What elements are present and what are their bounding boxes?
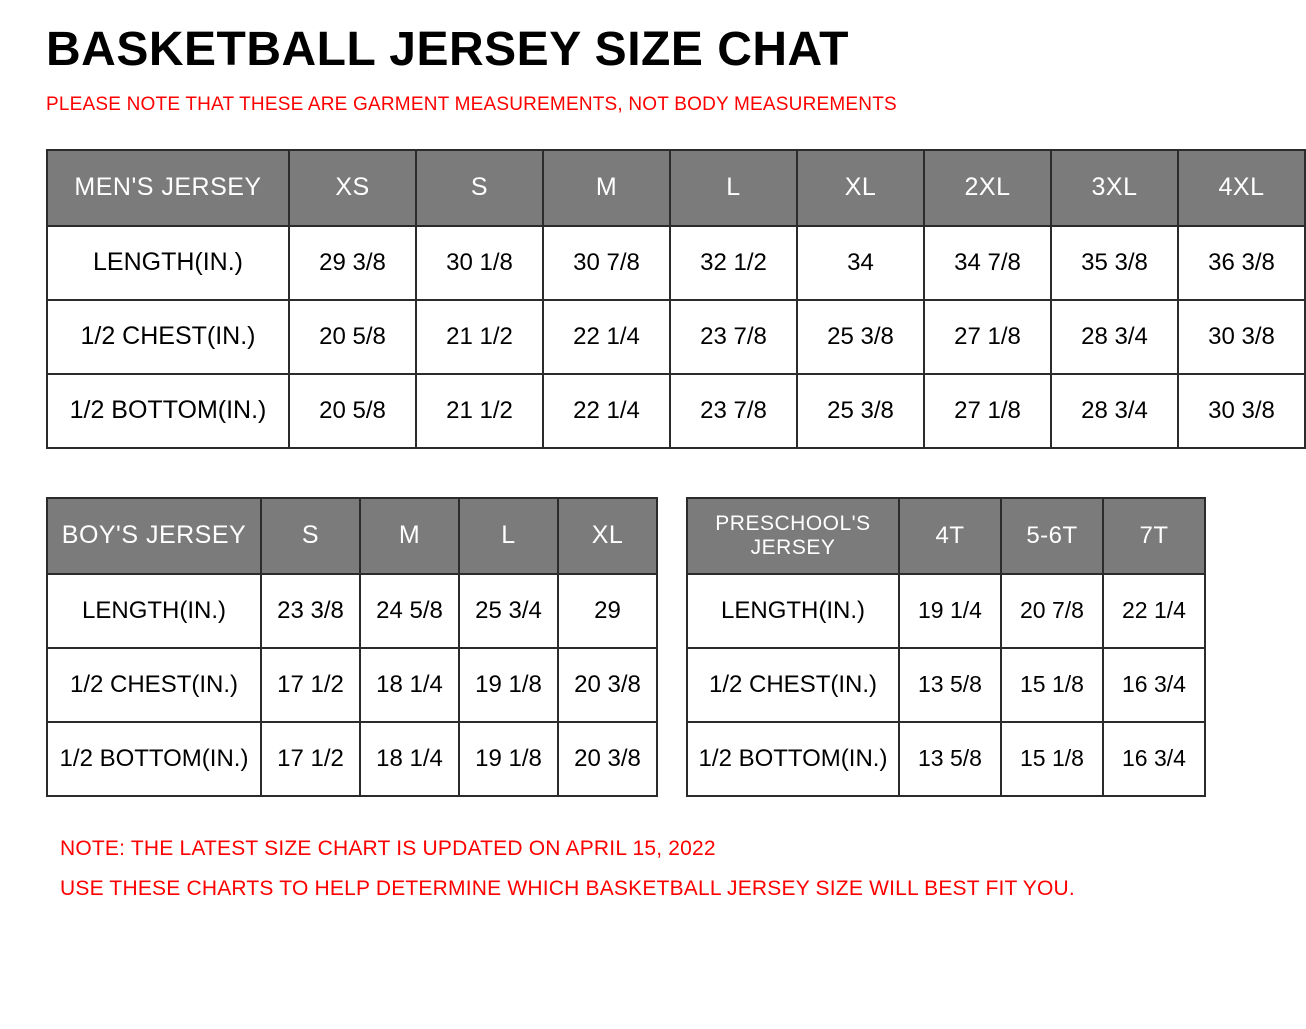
table-cell: 30 7/8 <box>543 226 670 300</box>
footer-note-usage: USE THESE CHARTS TO HELP DETERMINE WHICH BASKETBALL JERSEY SIZE WILL BEST FIT YOU. <box>60 876 1075 900</box>
table-cell: 16 3/4 <box>1103 722 1205 796</box>
column-header: XL <box>797 150 924 226</box>
table-cell: 22 1/4 <box>543 300 670 374</box>
row-label: 1/2 CHEST(IN.) <box>687 648 899 722</box>
table-cell: 23 7/8 <box>670 300 797 374</box>
row-label: 1/2 CHEST(IN.) <box>47 300 289 374</box>
column-header: L <box>459 498 558 574</box>
table-cell: 32 1/2 <box>670 226 797 300</box>
table-row <box>47 374 1305 448</box>
table-cell: 25 3/8 <box>797 374 924 448</box>
table-cell: 23 7/8 <box>670 374 797 448</box>
preschool-jersey-size-table <box>686 497 1206 797</box>
table-cell: 34 <box>797 226 924 300</box>
table-row <box>687 722 1205 796</box>
column-header: M <box>543 150 670 226</box>
table-cell: 25 3/8 <box>797 300 924 374</box>
table-row <box>47 574 657 648</box>
table-cell: 19 1/4 <box>899 574 1001 648</box>
table-cell: 16 3/4 <box>1103 648 1205 722</box>
column-header: BOY'S JERSEY <box>47 498 261 574</box>
boys-jersey-size-table <box>46 497 658 797</box>
footer-note-update: NOTE: THE LATEST SIZE CHART IS UPDATED ON APRIL 15, 2022 <box>60 836 716 860</box>
table-cell: 30 3/8 <box>1178 300 1305 374</box>
column-header: MEN'S JERSEY <box>47 150 289 226</box>
table-row <box>687 648 1205 722</box>
row-label: 1/2 BOTTOM(IN.) <box>687 722 899 796</box>
table-cell: 13 5/8 <box>899 648 1001 722</box>
table-cell: 13 5/8 <box>899 722 1001 796</box>
table-header-row <box>47 150 1305 226</box>
table-cell: 30 1/8 <box>416 226 543 300</box>
table-cell: 28 3/4 <box>1051 374 1178 448</box>
row-label: LENGTH(IN.) <box>687 574 899 648</box>
row-label: 1/2 BOTTOM(IN.) <box>47 722 261 796</box>
column-header: 3XL <box>1051 150 1178 226</box>
table-header-row <box>687 498 1205 574</box>
table-cell: 20 7/8 <box>1001 574 1103 648</box>
column-header: 4T <box>899 498 1001 574</box>
table-cell: 29 <box>558 574 657 648</box>
table-cell: 25 3/4 <box>459 574 558 648</box>
table-cell: 15 1/8 <box>1001 648 1103 722</box>
table-cell: 34 7/8 <box>924 226 1051 300</box>
table-cell: 18 1/4 <box>360 722 459 796</box>
table-cell: 18 1/4 <box>360 648 459 722</box>
table-cell: 29 3/8 <box>289 226 416 300</box>
column-header: S <box>416 150 543 226</box>
table-cell: 17 1/2 <box>261 722 360 796</box>
table-cell: 19 1/8 <box>459 722 558 796</box>
table-cell: 28 3/4 <box>1051 300 1178 374</box>
table-cell: 20 3/8 <box>558 722 657 796</box>
footer-notes <box>60 829 1176 909</box>
column-header: S <box>261 498 360 574</box>
table-cell: 20 5/8 <box>289 300 416 374</box>
table-cell: 23 3/8 <box>261 574 360 648</box>
table-cell: 19 1/8 <box>459 648 558 722</box>
column-header: XS <box>289 150 416 226</box>
column-header: 5-6T <box>1001 498 1103 574</box>
table-cell: 21 1/2 <box>416 374 543 448</box>
table-row <box>47 300 1305 374</box>
table-cell: 22 1/4 <box>1103 574 1205 648</box>
table-header-row <box>47 498 657 574</box>
table-cell: 35 3/8 <box>1051 226 1178 300</box>
column-header: 7T <box>1103 498 1205 574</box>
row-label: LENGTH(IN.) <box>47 574 261 648</box>
row-label: 1/2 BOTTOM(IN.) <box>47 374 289 448</box>
table-cell: 36 3/8 <box>1178 226 1305 300</box>
table-row <box>47 226 1305 300</box>
table-cell: 17 1/2 <box>261 648 360 722</box>
table-cell: 20 3/8 <box>558 648 657 722</box>
column-header: 4XL <box>1178 150 1305 226</box>
table-cell: 20 5/8 <box>289 374 416 448</box>
column-header: 2XL <box>924 150 1051 226</box>
row-label: LENGTH(IN.) <box>47 226 289 300</box>
page-title: BASKETBALL JERSEY SIZE CHAT <box>46 23 849 76</box>
table-cell: 24 5/8 <box>360 574 459 648</box>
secondary-tables-container <box>46 497 1186 797</box>
mens-jersey-size-table <box>46 149 1306 449</box>
table-cell: 30 3/8 <box>1178 374 1305 448</box>
table-cell: 22 1/4 <box>543 374 670 448</box>
table-row <box>47 722 657 796</box>
column-header: L <box>670 150 797 226</box>
table-cell: 27 1/8 <box>924 374 1051 448</box>
table-row <box>687 574 1205 648</box>
column-header: PRESCHOOL'S JERSEY <box>687 498 899 574</box>
table-cell: 27 1/8 <box>924 300 1051 374</box>
table-cell: 21 1/2 <box>416 300 543 374</box>
garment-measurement-note: PLEASE NOTE THAT THESE ARE GARMENT MEASUREMENTS, NOT BODY MEASUREMENTS <box>46 94 897 116</box>
table-row <box>47 648 657 722</box>
row-label: 1/2 CHEST(IN.) <box>47 648 261 722</box>
table-cell: 15 1/8 <box>1001 722 1103 796</box>
column-header: M <box>360 498 459 574</box>
size-chart-page <box>0 22 1275 1029</box>
column-header: XL <box>558 498 657 574</box>
